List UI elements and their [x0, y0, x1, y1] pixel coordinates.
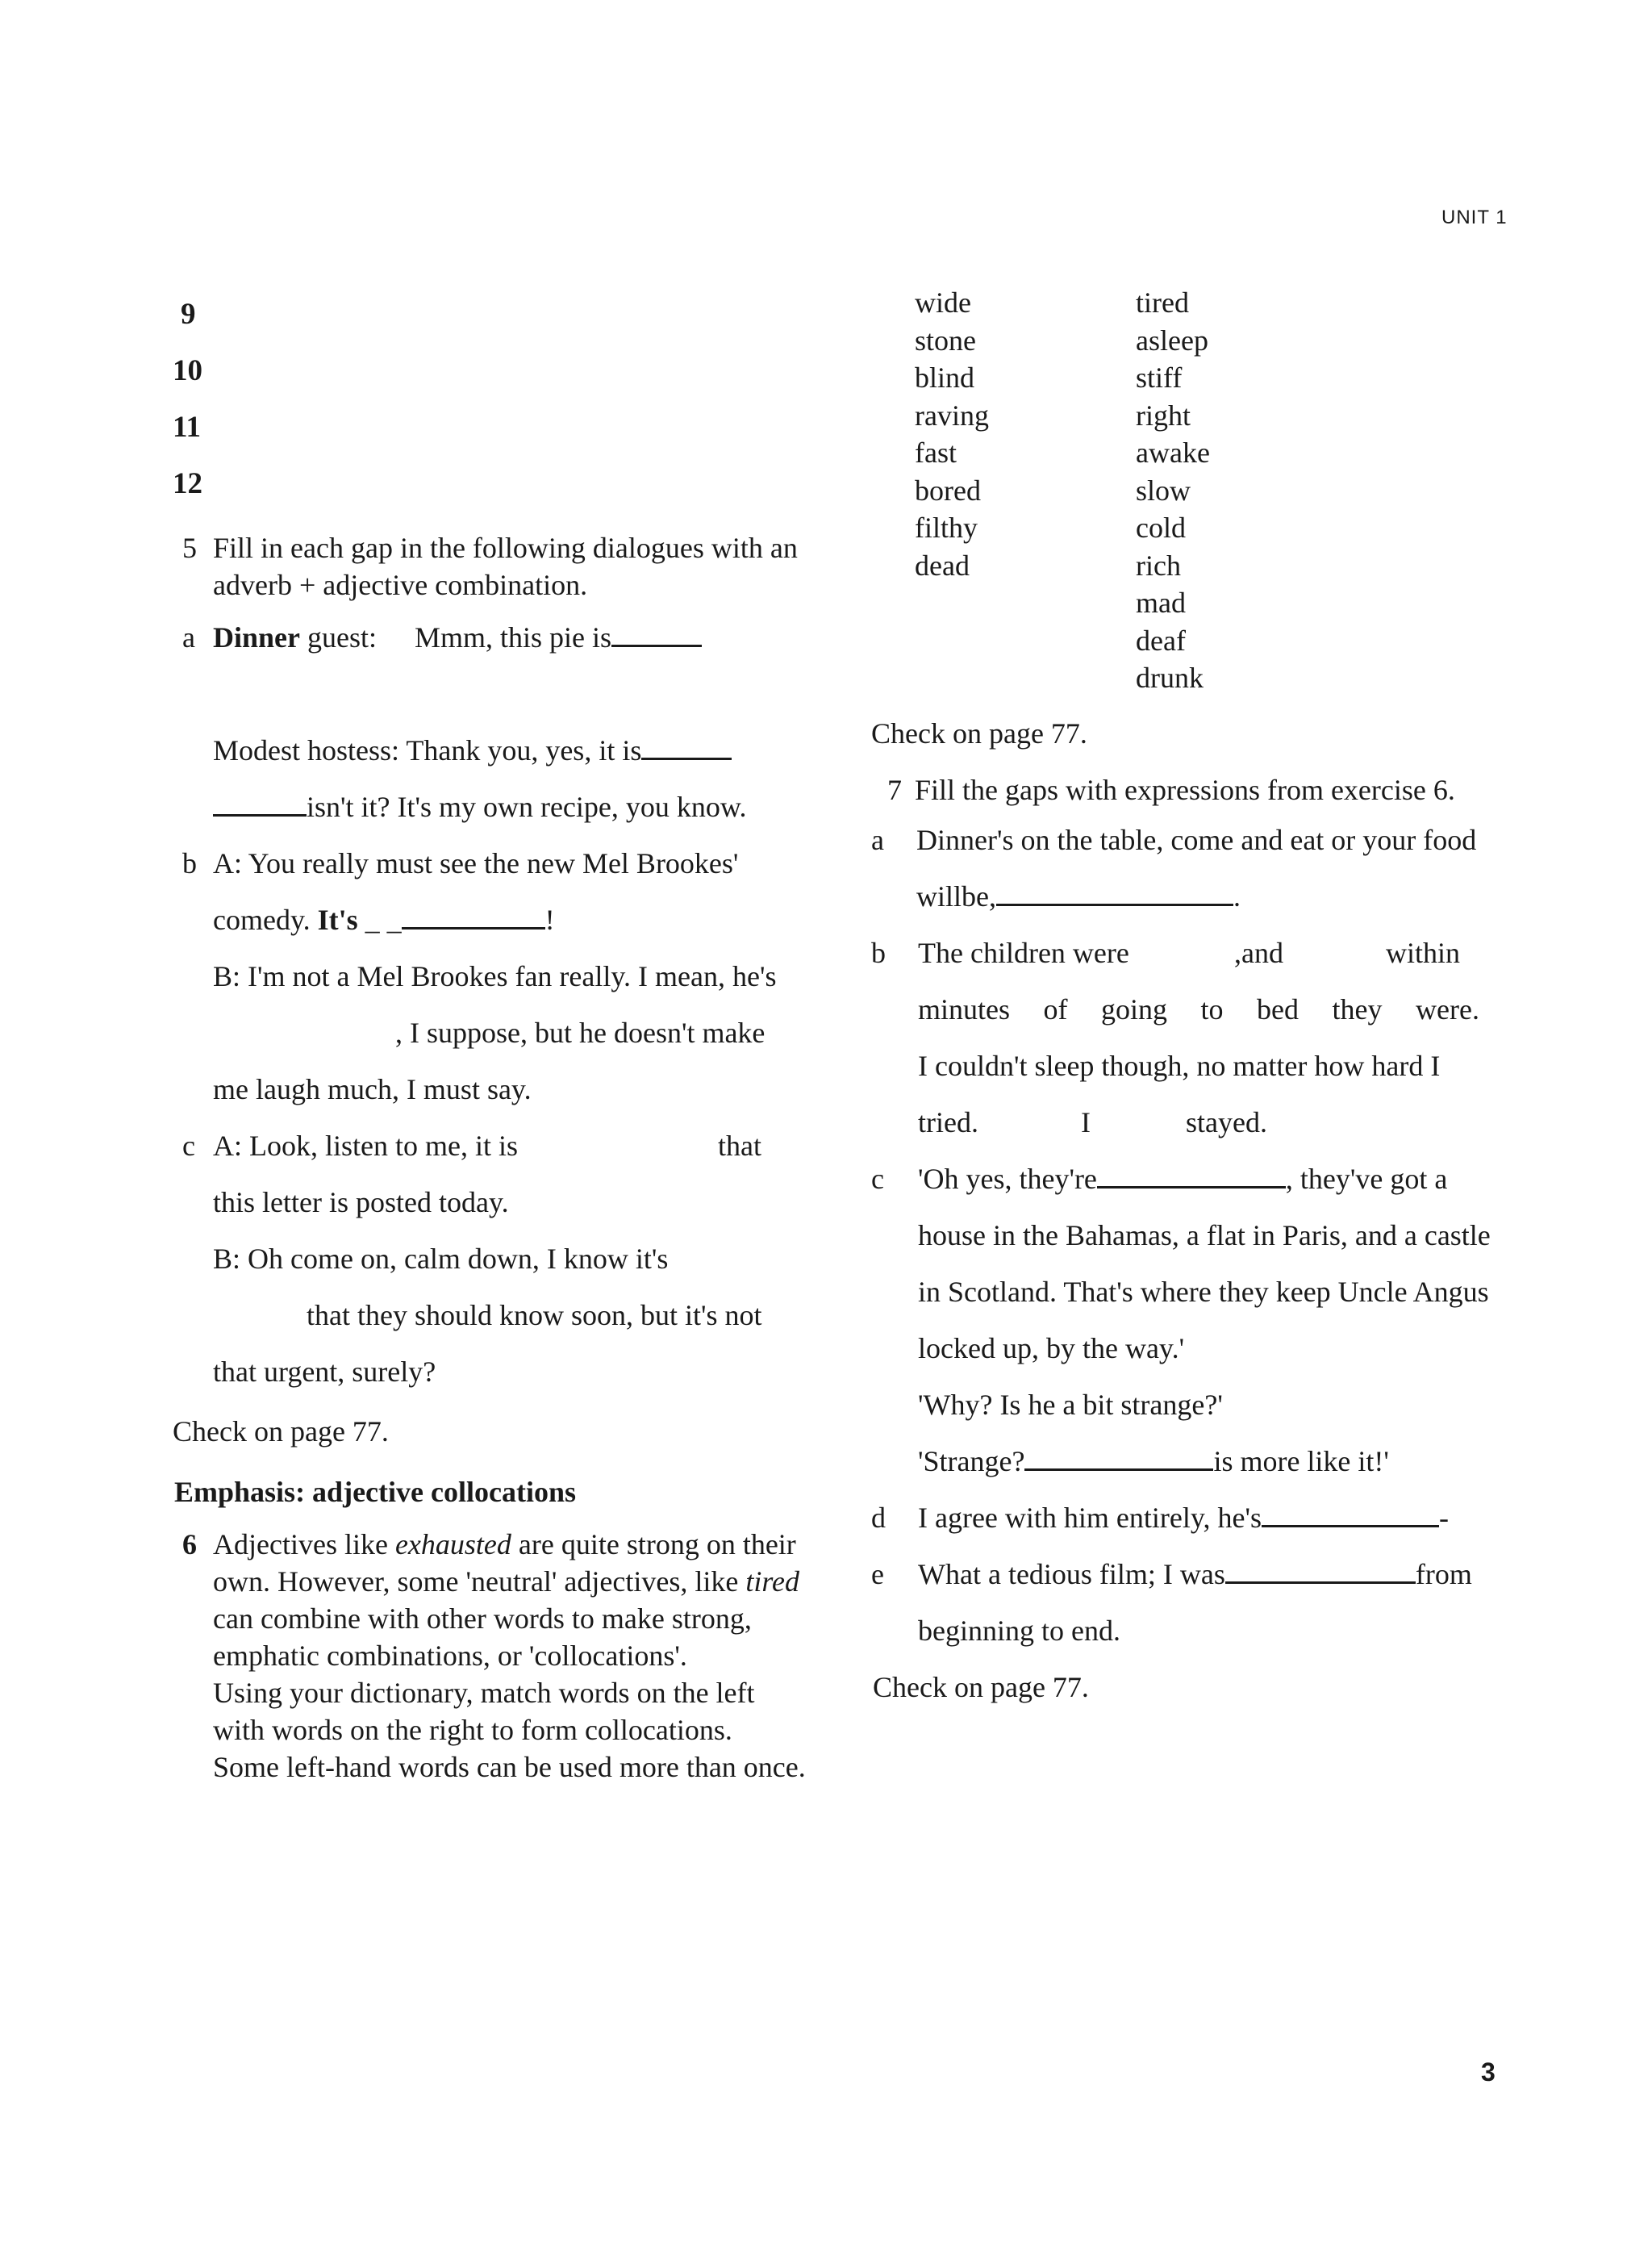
list-item: cold — [1136, 512, 1186, 544]
section-heading: Emphasis: adjective collocations — [174, 1476, 576, 1508]
ex7-b-line3: I couldn't sleep though, no matter how hard I — [918, 1050, 1441, 1082]
ex7-b-line1-b: ,and — [1234, 937, 1283, 969]
item-number-9: 9 — [181, 298, 196, 331]
exercise-5-number: 5 — [182, 532, 197, 564]
item-c-B-line3: that urgent, surely? — [213, 1356, 436, 1388]
ex7-a-line1: Dinner's on the table, come and eat or your food — [916, 824, 1477, 856]
ex7-c-line6 — [918, 1443, 1389, 1480]
exercise-6-line2 — [213, 1563, 799, 1600]
exercise-6-line7: Some left-hand words can be used more than once. — [213, 1751, 806, 1783]
word: to — [1200, 993, 1224, 1026]
gap-blank — [611, 620, 702, 647]
list-item: drunk — [1136, 662, 1204, 694]
gap-blank — [402, 903, 545, 929]
willbe-text: willbe, — [916, 880, 996, 913]
item-c-letter: c — [182, 1130, 195, 1162]
list-item: asleep — [1136, 324, 1208, 357]
gap-blank — [1262, 1501, 1439, 1527]
ex7-b-line4-a: tried. — [918, 1106, 978, 1138]
underscore-text: _ _ — [365, 904, 402, 936]
list-item: wide — [915, 286, 971, 319]
gap-blank — [1024, 1444, 1213, 1471]
text: 'Oh yes, they're — [918, 1163, 1097, 1195]
item-a-speaker — [213, 619, 377, 656]
ex6-text: Adjectives like — [213, 1528, 395, 1560]
item-b-letter: b — [182, 847, 197, 879]
item-a-letter: a — [182, 621, 195, 654]
tired-word: tired — [745, 1565, 799, 1598]
text: - — [1439, 1502, 1450, 1534]
ex7-e-letter: e — [871, 1558, 884, 1590]
item-c-A-line1: A: Look, listen to me, it is — [213, 1130, 518, 1162]
word: bed — [1257, 993, 1299, 1026]
word: of — [1043, 993, 1068, 1026]
exercise-6-number: 6 — [182, 1528, 197, 1560]
exercise-6-line6: with words on the right to form collocations. — [213, 1714, 732, 1746]
text: , they've got a — [1285, 1163, 1448, 1195]
check-page-right-1: Check on page 77. — [871, 717, 1087, 750]
item-c-that: that — [718, 1130, 761, 1162]
ex7-b-line4-b: I — [1081, 1106, 1091, 1138]
ex7-c-line3: in Scotland. That's where they keep Uncle Angus — [918, 1276, 1489, 1308]
list-item: fast — [915, 437, 957, 469]
list-item: stiff — [1136, 361, 1183, 394]
guest-word: guest: — [307, 621, 377, 654]
list-item: mad — [1136, 587, 1186, 619]
word: minutes — [918, 993, 1010, 1026]
item-b-B-line3: me laugh much, I must say. — [213, 1073, 532, 1105]
ex7-b-line1-c: within — [1386, 937, 1461, 969]
ex6-text: own. However, some 'neutral' adjectives, like — [213, 1565, 746, 1598]
list-item: rich — [1136, 549, 1181, 582]
exercise-6-line4: emphatic combinations, or 'collocations'. — [213, 1640, 687, 1672]
check-page-left: Check on page 77. — [173, 1415, 389, 1447]
ex7-d-letter: d — [871, 1502, 886, 1534]
item-b-line1: A: You really must see the new Mel Brookes' — [213, 847, 739, 879]
list-item: deaf — [1136, 624, 1186, 657]
hostess-line — [213, 732, 732, 769]
its-word: It's — [317, 904, 358, 936]
text: 'Strange? — [918, 1445, 1025, 1477]
exercise-7-instruction: Fill the gaps with expressions from exercise 6. — [915, 774, 1455, 806]
ex7-b-letter: b — [871, 937, 886, 969]
list-item: raving — [915, 399, 989, 432]
ex7-b-line1-a: The children were — [918, 937, 1129, 969]
word: were. — [1416, 993, 1479, 1026]
list-item: awake — [1136, 437, 1210, 469]
exhausted-word: exhausted — [394, 1528, 511, 1560]
gap-blank — [641, 733, 732, 760]
text: What a tedious film; I was — [918, 1558, 1225, 1590]
page-number: 3 — [1481, 2057, 1496, 2087]
ex7-b-line4-c: stayed. — [1186, 1106, 1267, 1138]
exercise-6-line3: can combine with other words to make strong, — [213, 1602, 752, 1635]
ex7-c-letter: c — [871, 1163, 884, 1195]
gap-blank — [1225, 1557, 1416, 1584]
period: . — [1233, 880, 1241, 913]
hostess-text: Modest hostess: Thank you, yes, it is — [213, 734, 642, 767]
gap-blank — [213, 790, 307, 817]
text: from — [1415, 1558, 1472, 1590]
hostess-line-2 — [213, 788, 747, 825]
item-number-10: 10 — [173, 354, 202, 387]
item-b-B-line1: B: I'm not a Mel Brookes fan really. I mean, he's — [213, 960, 777, 992]
ex6-text: are quite strong on their — [511, 1528, 796, 1560]
exercise-6-line5: Using your dictionary, match words on the left — [213, 1677, 755, 1709]
item-a-line — [415, 619, 702, 656]
ex7-a-letter: a — [871, 824, 884, 856]
ex7-d-line1 — [918, 1499, 1449, 1536]
list-item: right — [1136, 399, 1191, 432]
check-page-right-2: Check on page 77. — [873, 1671, 1089, 1703]
exclamation: ! — [544, 904, 555, 936]
ex7-c-line1 — [918, 1160, 1447, 1197]
list-item: tired — [1136, 286, 1189, 319]
list-item: filthy — [915, 512, 978, 544]
word: going — [1101, 993, 1168, 1026]
unit-label: UNIT 1 — [1441, 207, 1508, 228]
hostess-text-2: isn't it? It's my own recipe, you know. — [307, 791, 747, 823]
ex7-b-line2 — [918, 991, 1479, 1028]
list-item: dead — [915, 549, 970, 582]
item-b-B-line2: , I suppose, but he doesn't make — [395, 1017, 766, 1049]
word-list-right — [1136, 284, 1210, 697]
pie-text: Mmm, this pie is — [415, 621, 612, 654]
exercise-7-number: 7 — [887, 774, 902, 806]
ex7-c-line4: locked up, by the way.' — [918, 1332, 1185, 1364]
item-b-line2 — [213, 901, 555, 938]
exercise-5-instruction-line2: adverb + adjective combination. — [213, 569, 588, 601]
text: I agree with him entirely, he's — [918, 1502, 1262, 1534]
ex7-e-line2: beginning to end. — [918, 1615, 1120, 1647]
item-number-12: 12 — [173, 467, 202, 500]
dinner-word: Dinner — [213, 621, 300, 654]
ex7-c-line5: 'Why? Is he a bit strange?' — [918, 1389, 1223, 1421]
comedy-text: comedy. — [213, 904, 311, 936]
exercise-5-instruction-line1: Fill in each gap in the following dialogues with an — [213, 532, 798, 564]
word: they — [1332, 993, 1383, 1026]
text: is more like it!' — [1213, 1445, 1389, 1477]
ex7-a-line2 — [916, 878, 1241, 915]
gap-blank — [1097, 1162, 1286, 1188]
item-c-B-line1: B: Oh come on, calm down, I know it's — [213, 1243, 669, 1275]
list-item: bored — [915, 474, 981, 507]
gap-blank — [996, 879, 1233, 906]
list-item: slow — [1136, 474, 1191, 507]
ex7-e-line1 — [918, 1556, 1472, 1593]
word-list-left — [915, 284, 989, 584]
item-number-11: 11 — [173, 411, 201, 444]
item-c-B-line2: that they should know soon, but it's not — [307, 1299, 762, 1331]
ex7-c-line2: house in the Bahamas, a flat in Paris, and a castle — [918, 1219, 1491, 1251]
item-c-A-line2: this letter is posted today. — [213, 1186, 509, 1218]
exercise-6-line1 — [213, 1526, 796, 1563]
list-item: blind — [915, 361, 975, 394]
list-item: stone — [915, 324, 976, 357]
